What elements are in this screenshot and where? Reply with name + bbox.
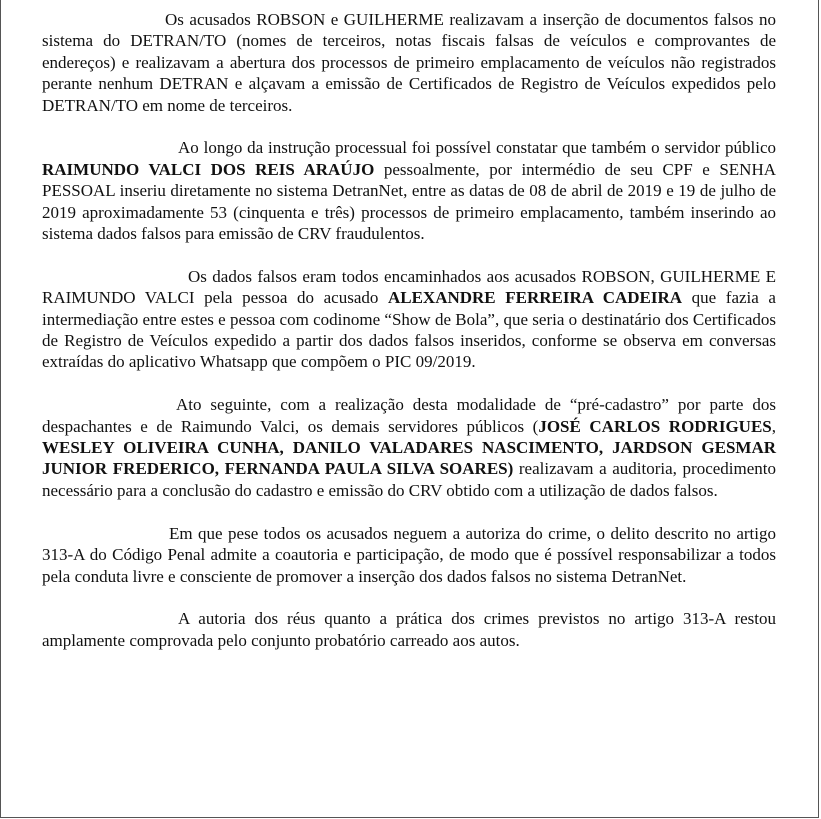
paragraph-1-text: Os acusados ROBSON e GUILHERME realizavam a inserção de documentos falsos no sistema do DETRAN/TO (nomes de terceiros, notas fiscais falsas de veículos e comprovantes de endereços) e realizavam a abertura dos processos de primeiro emplacamento de veículos não registrados perante nenhum DETRAN e alçavam a emissão de Certificados de Registro de Veículos expedidos pelo DETRAN/TO em nome de terceiros. <box>42 10 776 115</box>
paragraph-2-text-start: Ao longo da instrução processual foi possível constatar que também o servidor público <box>178 138 776 158</box>
paragraph-3-text-start: Os dados falsos eram todos encaminhados aos acusados ROBSON, GUILHERME E RAIMUNDO VALCI pela pessoa do acusado <box>42 266 776 308</box>
paragraph-6 <box>42 608 776 651</box>
defendant-name-alexandre: ALEXANDRE FERREIRA CADEIRA <box>387 288 683 308</box>
paragraph-4-text-start: Ato seguinte, com a realização desta modalidade de “pré-cadastro” por parte dos despachantes e de Raimundo Valci, os demais servidores públicos ( <box>42 395 776 436</box>
paragraph-4 <box>42 394 776 501</box>
paragraph-5-text: Em que pese todos os acusados neguem a autoriza do crime, o delito descrito no artigo 313-A do Código Penal admite a coautoria e participação, de modo que é possível responsabilizar a todos pela conduta livre e consciente de promover a inserção dos dados falsos no sistema DetranNet. <box>42 523 776 586</box>
paragraph-3-text-end: que fazia a intermediação entre estes e pessoa com codinome “Show de Bola”, que seria o destinatário dos Certificados de Registro de Veículos expedido a partir dos dados falsos inseridos, conforme se observa em conversas extraídas do aplicativo Whatsapp que compõem o PIC 09/2019. <box>42 288 776 372</box>
paragraph-6-text: A autoria dos réus quanto a prática dos crimes previstos no artigo 313-A restou amplamente comprovada pelo conjunto probatório carreado aos autos. <box>42 609 776 650</box>
paragraph-3 <box>42 266 776 373</box>
paragraph-2 <box>42 137 776 244</box>
defendant-names-servers: WESLEY OLIVEIRA CUNHA, DANILO VALADARES NASCIMENTO, JARDSON GESMAR JUNIOR FREDERICO, FERNANDA PAULA SILVA SOARES) <box>42 438 776 479</box>
document-body <box>42 9 776 651</box>
paragraph-1 <box>42 9 776 116</box>
paragraph-2-text-end: pessoalmente, por intermédio de seu CPF e SENHA PESSOAL inseriu diretamente no sistema DetranNet, entre as datas de 08 de abril de 2019 e 19 de julho de 2019 aproximadamente 53 (cinquenta e três) processos de primeiro emplacamento, também inserindo ao sistema dados falsos para emissão de CRV fraudulentos. <box>42 159 777 244</box>
paragraph-5 <box>42 523 776 587</box>
defendant-name-raimundo: RAIMUNDO VALCI DOS REIS ARAÚJO <box>42 159 375 179</box>
paragraph-4-text-end: realizavam a auditoria, procedimento necessário para a conclusão do cadastro e emissão do CRV obtido com a utilização de dados falsos. <box>42 459 776 500</box>
paragraph-4-separator: , <box>771 416 777 436</box>
defendant-name-jose: JOSÉ CARLOS RODRIGUES <box>538 416 772 436</box>
